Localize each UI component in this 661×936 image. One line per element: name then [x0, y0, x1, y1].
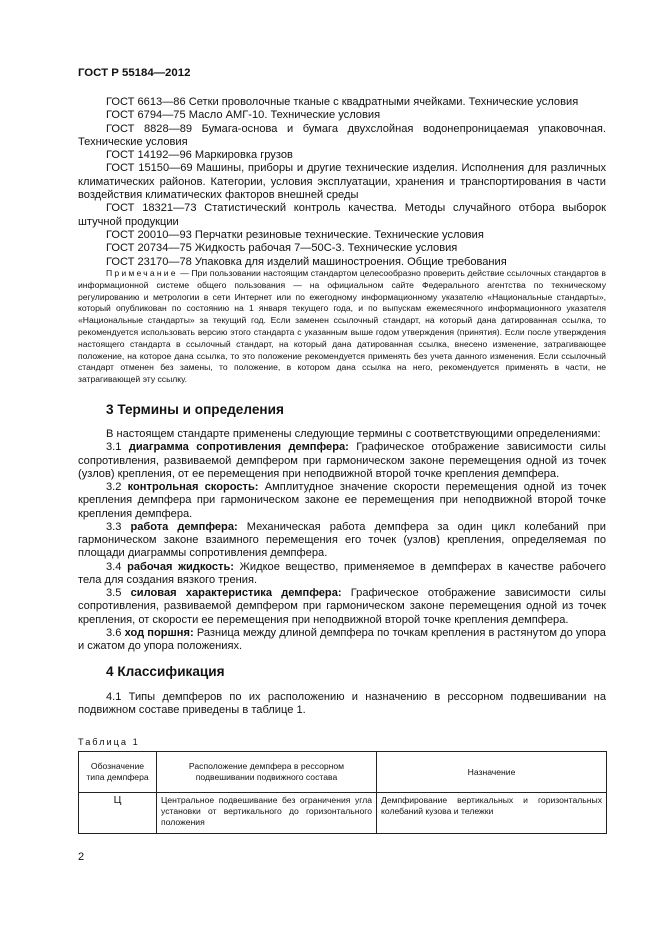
- table-cell: Центральное подвешивание без ограничения угла установки от вертикального до горизонтального положения: [157, 793, 377, 834]
- table-cell: Демпфирование вертикальных и горизонтальных колебаний кузова и тележки: [377, 793, 607, 834]
- term-name: рабочая жидкость:: [127, 560, 234, 573]
- table-row: [79, 793, 607, 834]
- term-name: контрольная скорость:: [127, 481, 259, 493]
- table-header-cell: Назначение: [377, 752, 607, 793]
- term-item: [78, 587, 606, 627]
- reference-item: ГОСТ 18321—73 Статистический контроль качества. Методы случайного отбора выборок штучной продукции: [78, 202, 606, 228]
- terms-intro: В настоящем стандарте применены следующие термины с соответствующими определениями:: [106, 428, 601, 440]
- term-name: работа демпфера:: [130, 520, 238, 533]
- term-definition: Графическое отображение зависимости силы сопротивления, развиваемой демпфером при гармоническом законе перемещения одной из точек (узлов) крепления, от ее перемещения при неподвижной второй точке крепления демпфера.: [78, 441, 606, 480]
- term-item: [78, 441, 606, 481]
- term-name: диаграмма сопротивления демпфера:: [128, 441, 349, 454]
- term-number: 3.1: [106, 441, 122, 454]
- reference-item: ГОСТ 14192—96 Маркировка грузов: [106, 149, 293, 162]
- table-header-row: [79, 752, 607, 793]
- term-definition: Жидкое вещество, применяемое в демпферах в качестве рабочего тела для создания вязкого трения.: [78, 560, 606, 586]
- term-item: [78, 521, 606, 561]
- classification-paragraph: 4.1 Типы демпферов по их расположению и назначению в рессорном подвешивании на подвижном составе приведены в таблице 1.: [78, 691, 606, 717]
- term-name: ход поршня:: [124, 626, 194, 639]
- note-label: Примечание: [106, 268, 178, 278]
- table-header-cell: Расположение демпфера в рессорном подвешивании подвижного состава: [157, 752, 377, 793]
- document-header: ГОСТ Р 55184—2012: [78, 67, 191, 79]
- term-number: 3.6: [106, 626, 122, 639]
- term-number: 3.2: [106, 481, 122, 493]
- term-definition: Механическая работа демпфера за один цикл колебаний при гармоническом законе взаимного перемещения его точек (узлов) крепления, определяемая по площади диаграммы сопротивления демпфера.: [78, 520, 606, 560]
- normative-references: [78, 96, 606, 269]
- terms-list: [78, 428, 606, 653]
- damper-types-table: [78, 751, 607, 834]
- reference-item: ГОСТ 20734—75 Жидкость рабочая 7—50С-3. Технические условия: [106, 242, 458, 255]
- term-item: [78, 627, 606, 654]
- reference-item: ГОСТ 8828—89 Бумага-основа и бумага двухслойная водонепроницаемая упаковочная. Технические условия: [78, 122, 606, 148]
- section-4-title: 4 Классификация: [106, 664, 225, 679]
- term-definition: Графическое отображение зависимости силы сопротивления, развиваемой демпфером при гармоническом законе перемещения одной из точек крепления, от скорости ее перемещения при неподвижной второй точке крепления демпфера.: [78, 587, 606, 626]
- term-name: силовая характеристика демпфера:: [130, 587, 342, 599]
- term-definition: Разница между длиной демпфера по точкам крепления в растянутом до упора и сжатом до упора положениях.: [78, 626, 606, 652]
- term-number: 3.3: [106, 520, 122, 533]
- reference-item: ГОСТ 6794—75 Масло АМГ-10. Технические условия: [106, 109, 381, 122]
- reference-item: ГОСТ 6613—86 Сетки проволочные тканые с квадратными ячейками. Технические условия: [106, 96, 579, 108]
- term-item: [78, 561, 606, 588]
- term-number: 3.4: [106, 560, 122, 573]
- reference-note: [78, 268, 606, 386]
- table-cell: Ц: [79, 793, 157, 834]
- note-text: — При пользовании настоящим стандартом целесообразно проверить действие ссылочных стандартов в информационной системе общего пользования — на официальном сайте Федерального агентства по техническому регулированию и метрологии в сети Интернет или по ежегодному информационному указателю «Национальные стандарты», который опубликован по состоянию на 1 января текущего года, и по выпускам ежемесячного информационного указателя «Национальные стандарты» за текущий год. Если заменен ссылочный стандарт, на который дана датированная ссылка, то рекомендуется использовать версию этого стандарта с указанным выше годом утверждения (принятия). Если после утверждения настоящего стандарта в ссылочный стандарт, на который дана датированная ссылка, внесено изменение, затрагивающее положение, на которое дана ссылка, то это положение рекомендуется применять без учета данного изменения. Если ссылочный стандарт отменен без замены, то положение, в котором дана ссылка на него, рекомендуется применять в части, не затрагивающей эту ссылку.: [78, 268, 606, 385]
- reference-item: ГОСТ 15150—69 Машины, приборы и другие технические изделия. Исполнения для различных климатических районов. Категории, условия эксплуатации, хранения и транспортирования в части воздействия климатических факторов внешней среды: [78, 162, 606, 202]
- classification-text: [78, 691, 606, 718]
- section-3-title: 3 Термины и определения: [106, 402, 284, 417]
- reference-item: ГОСТ 23170—78 Упаковка для изделий машиностроения. Общие требования: [106, 255, 507, 268]
- term-number: 3.5: [106, 587, 122, 599]
- table-header-cell: Обозначение типа демпфера: [79, 752, 157, 793]
- term-item: [78, 481, 606, 521]
- table-caption: Таблица 1: [78, 737, 140, 747]
- page-number: 2: [78, 851, 85, 863]
- term-definition: Амплитудное значение скорости перемещения одной из точек крепления демпфера при гармоническом законе ее перемещения при неподвижной второй точке крепления демпфера.: [78, 481, 606, 520]
- reference-item: ГОСТ 20010—93 Перчатки резиновые технические. Технические условия: [106, 228, 484, 241]
